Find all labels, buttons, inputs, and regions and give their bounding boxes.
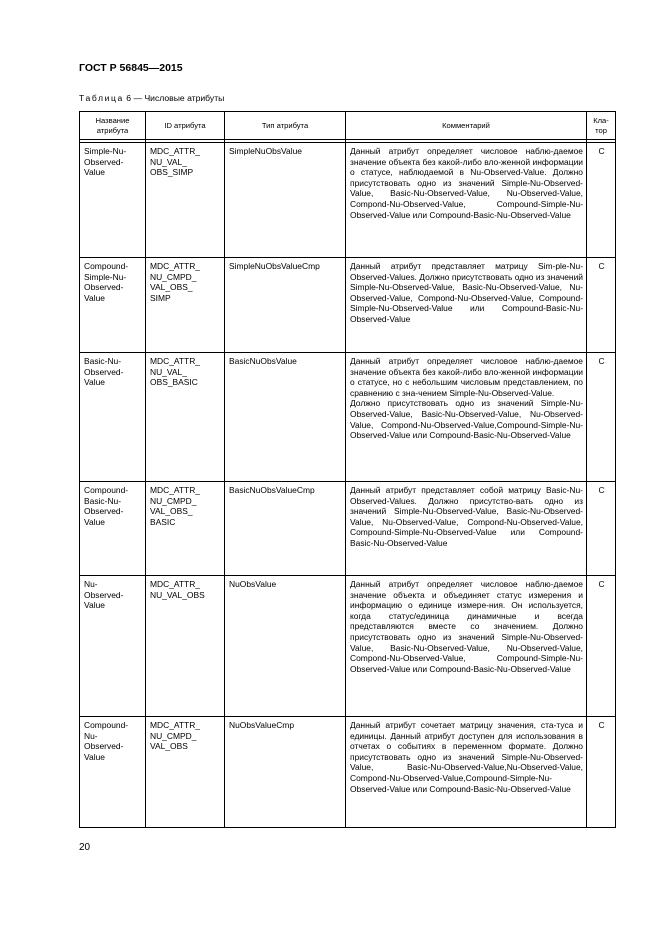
table-row [80, 482, 616, 576]
table-caption [79, 93, 224, 103]
attribute-type-cell: SimpleNuObsValueCmp [225, 258, 346, 353]
attribute-comment-cell: Данный атрибут сочетает матрицу значения, ста-туса и единицы. Данный атрибут доступен для использования в отчетах о событиях в переменном формате. Должно присутствовать одно из значений Simple-Nu-Observed-Value, Basic-Nu-Observed-Value,Nu-Observed-Value, Compond-Nu-Observed-Value,Compound-Simple-Nu-Observed-Value или Compound-Basic-Nu-Observed-Value [346, 717, 587, 828]
attribute-class-cell: C [587, 258, 616, 353]
attribute-class-cell: C [587, 717, 616, 828]
attribute-type-cell: NuObsValueCmp [225, 717, 346, 828]
attribute-name-cell: Basic-Nu- Observed- Value [80, 353, 146, 482]
attribute-name-cell: Simple-Nu- Observed- Value [80, 143, 146, 258]
attribute-name-cell: Compound- Basic-Nu- Observed- Value [80, 482, 146, 576]
document-title: ГОСТ Р 56845—2015 [79, 62, 183, 74]
attribute-type-cell: BasicNuObsValueCmp [225, 482, 346, 576]
attribute-name-cell: Compound- Simple-Nu- Observed- Value [80, 258, 146, 353]
attribute-comment-cell: Данный атрибут представляет матрицу Sim-ple-Nu-Observed-Values. Должно присутствовать одно из значений Simple-Nu-Observed-Value, Basic-Nu-Observed-Value, Nu-Observed-Value, Compond-Nu-Observed-Value, Compound-Simple-Nu-Observed-Value или Compound-Basic-Nu-Observed-Value [346, 258, 587, 353]
table-row [80, 717, 616, 828]
numeric-attributes-table [79, 111, 616, 828]
attribute-comment-cell: Данный атрибут определяет числовое наблю-даемое значение объекта и объединяет статус измерения и информацию о единице измере-ния. Он используется, когда статус/единица динамичные и всегда представляются вместе со значением. Должно присутствовать одно из значений Simple-Nu-Observed-Value, Basic-Nu-Observed-Value, Nu-Observed-Value, Compond-Nu-Observed-Value, Compound-Simple-Nu-Observed-Value или Compound-Basic-Nu-Observed-Value [346, 576, 587, 717]
column-header-comment: Комментарий [346, 112, 587, 140]
attribute-comment-cell: Данный атрибут определяет числовое наблю-даемое значение объекта без какой-либо вло-женной информации о статусе, наблюдаемой в Nu-Observed-Value. Должно присутствовать одно из значений Simple-Nu-Observed-Value, Basic-Nu-Observed-Value, Nu-Observed-Value, Compond-Nu-Observed-Value, Compound-Simple-Nu-Observed-Value или Compound-Basic-Nu-Observed-Value [346, 143, 587, 258]
attribute-class-cell: C [587, 576, 616, 717]
attribute-id-cell: MDC_ATTR_ NU_VAL_OBS [146, 576, 225, 717]
attribute-comment-cell: Данный атрибут представляет собой матрицу Basic-Nu-Observed-Values. Должно присутство-вать одно из значений Simple-Nu-Observed-Value, Basic-Nu-Observed-Value, Nu-Observed-Value, Compond-Nu-Observed-Value, Compound-Simple-Nu-Observed-Value или Compound-Basic-Nu-Observed-Value [346, 482, 587, 576]
attribute-id-cell: MDC_ATTR_ NU_VAL_ OBS_SIMP [146, 143, 225, 258]
table-header-row [80, 112, 616, 140]
attribute-name-cell: Compound- Nu- Observed- Value [80, 717, 146, 828]
table-row [80, 258, 616, 353]
attribute-type-cell: SimpleNuObsValue [225, 143, 346, 258]
attribute-type-cell: NuObsValue [225, 576, 346, 717]
attribute-type-cell: BasicNuObsValue [225, 353, 346, 482]
attribute-id-cell: MDC_ATTR_ NU_CMPD_ VAL_OBS_ SIMP [146, 258, 225, 353]
attribute-class-cell: C [587, 482, 616, 576]
attribute-comment-cell: Данный атрибут определяет числовое наблю-даемое значение объекта без какой-либо вло-женной информации о статусе, но с небольшим числовым представлением, по сравнению с зна-чением Simple-Nu-Observed-Value. Должно присутствовать одно из значений Simple-Nu-Observed-Value, Basic-Nu-Observed-Value, Nu-Observed-Value, Compond-Nu-Observed-Value,Compound-Simple-Nu-Observed-Value или Compound-Basic-Nu-Observed-Value [346, 353, 587, 482]
attribute-name-cell: Nu- Observed- Value [80, 576, 146, 717]
attribute-id-cell: MDC_ATTR_ NU_VAL_ OBS_BASIC [146, 353, 225, 482]
table-row [80, 576, 616, 717]
attribute-class-cell: C [587, 143, 616, 258]
column-header-name: Название атрибута [80, 112, 146, 140]
attribute-class-cell: C [587, 353, 616, 482]
table-row [80, 143, 616, 258]
attribute-id-cell: MDC_ATTR_ NU_CMPD_ VAL_OBS_ BASIC [146, 482, 225, 576]
table-caption-title: Числовые атрибуты [144, 93, 225, 103]
table-caption-number: 6 [126, 93, 132, 103]
table-caption-label: Таблица [79, 93, 124, 103]
page-number: 20 [79, 842, 91, 853]
column-header-id: ID атрибута [146, 112, 225, 140]
column-header-type: Тип атрибута [225, 112, 346, 140]
table-row [80, 353, 616, 482]
attribute-id-cell: MDC_ATTR_ NU_CMPD_ VAL_OBS [146, 717, 225, 828]
column-header-class: Кла- тор [587, 112, 616, 140]
table-caption-dash: — [131, 93, 145, 103]
